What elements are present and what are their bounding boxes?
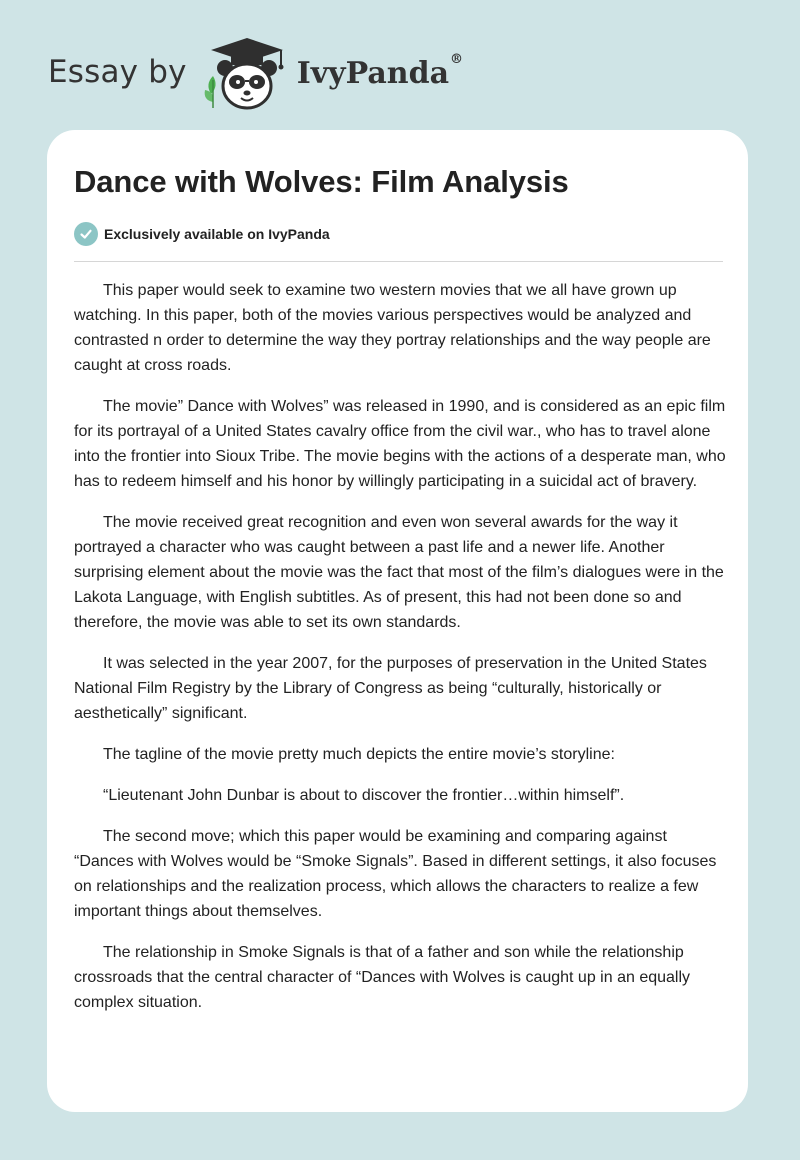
paragraph: It was selected in the year 2007, for the purposes of preservation in the United States National Film Registry by the Library of Congress as being “culturally, historically or aesthetically” significant. <box>74 655 707 722</box>
essay-body <box>74 278 726 1031</box>
paragraph: The second move; which this paper would be examining and comparing against “Dances with Wolves would be “Smoke Signals”. Based in different settings, it also focuses on relationships and the realization process, which allows the characters to realize a few important things about themselves. <box>74 828 717 920</box>
badge-label: Exclusively available on IvyPanda <box>104 226 330 242</box>
paragraph: The relationship in Smoke Signals is that of a father and son while the relationship crossroads that the central character of “Dances with Wolves is caught up in an equally complex situation. <box>74 944 691 1011</box>
panda-logo-icon[interactable] <box>201 36 293 112</box>
essay-card <box>47 130 748 1112</box>
paragraph: The movie received great recognition and even won several awards for the way it portrayed a character who was caught between a past life and a newer life. Another surprising element about the movie was the fact that most of the film’s dialogues were in the Lakota Language, with English subtitles. As of present, this had not been done so and therefore, the movie was able to set its own standards. <box>74 514 724 631</box>
title-divider <box>74 261 723 262</box>
paragraph: The movie” Dance with Wolves” was released in 1990, and is considered as an epic film for its portrayal of a United States cavalry office from the civil war., who has to travel alone into the frontier into Sioux Tribe. The movie begins with the actions of a desperate man, who has to redeem himself and his honor by willingly participating in a suicidal act of bravery. <box>74 398 726 490</box>
registered-mark: ® <box>450 51 464 67</box>
exclusive-badge <box>74 222 330 246</box>
paragraph: This paper would seek to examine two western movies that we all have grown up watching. In this paper, both of the movies various perspectives would be analyzed and contrasted n order to determine the way they portray relationships and the way people are caught at cross roads. <box>74 282 711 374</box>
page-title: Dance with Wolves: Film Analysis <box>74 164 569 199</box>
paragraph: “Lieutenant John Dunbar is about to discover the frontier…within himself”. <box>103 787 625 804</box>
brand-name: IvyPanda® <box>296 51 464 91</box>
site-header <box>48 36 463 112</box>
paragraph: The tagline of the movie pretty much depicts the entire movie’s storyline: <box>103 746 615 763</box>
check-circle-icon <box>74 222 98 246</box>
essay-by-label: Essay by <box>48 54 187 90</box>
